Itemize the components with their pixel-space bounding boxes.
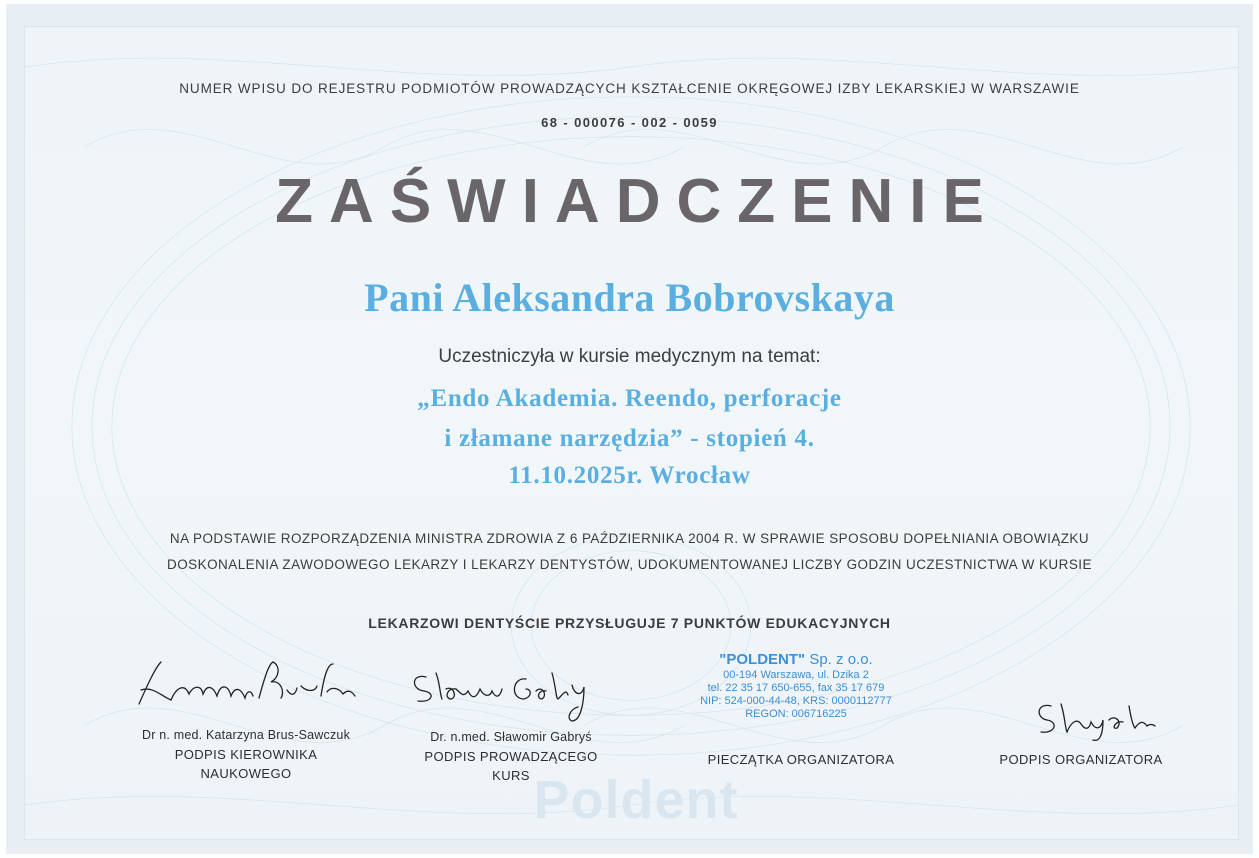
- signatory-role: PODPIS ORGANIZATORA: [999, 752, 1163, 767]
- stamp-line: 00-194 Warszawa, ul. Dzika 2: [723, 669, 869, 681]
- signature-course-lecturer: [406, 659, 606, 729]
- recipient-name: Pani Aleksandra Bobrovskaya: [364, 275, 895, 320]
- stamp-line: NIP: 524-000-44-48, KRS: 0000112777: [700, 695, 892, 707]
- signatory-role: KURS: [492, 768, 530, 783]
- signatory-role: NAUKOWEGO: [200, 766, 292, 781]
- education-points: LEKARZOWI DENTYŚCIE PRZYSŁUGUJE 7 PUNKTÓW EDUKACYJNYCH: [368, 615, 891, 631]
- signatory-role: PIECZĄTKA ORGANIZATORA: [707, 752, 895, 767]
- registry-number: 68 - 000076 - 002 - 0059: [541, 115, 718, 130]
- organizer-stamp: [666, 651, 926, 721]
- poldent-logo-watermark: Poldent: [533, 770, 739, 830]
- signature-block-course-lecturer: [396, 728, 626, 785]
- participation-text: Uczestniczyła w kursie medycznym na temat:: [438, 346, 821, 367]
- certificate-sheet: [6, 4, 1253, 854]
- signatory-role: PODPIS PROWADZĄCEGO: [424, 749, 598, 764]
- signature-block-organizer-stamp: [686, 750, 916, 769]
- signature-block-organizer: [976, 750, 1186, 769]
- signature-scientific-director: [131, 656, 361, 716]
- signatory-role: PODPIS KIEROWNIKA: [174, 747, 318, 762]
- certificate-title: ZAŚWIADCZENIE: [275, 167, 1000, 236]
- stamp-line: REGON: 006716225: [745, 708, 847, 720]
- course-date-location: 11.10.2025r. Wrocław: [508, 462, 751, 489]
- course-topic-line: „Endo Akademia. Reendo, perforacje: [417, 385, 842, 412]
- signature-block-scientific-director: [116, 726, 376, 783]
- signatory-name: Dr. n.med. Sławomir Gabryś: [430, 730, 592, 744]
- stamp-company: "POLDENT" Sp. z o.o.: [719, 651, 873, 668]
- stamp-line: tel. 22 35 17 650-655, fax 35 17 679: [707, 682, 885, 694]
- registry-header: NUMER WPISU DO REJESTRU PODMIOTÓW PROWADZĄCYCH KSZTAŁCENIE OKRĘGOWEJ IZBY LEKARSKIEJ W WARSZAWIE: [179, 81, 1080, 96]
- course-topic-line: i złamane narzędzia” - stopień 4.: [444, 425, 815, 452]
- signature-organizer: [1031, 694, 1161, 744]
- signatory-name: Dr n. med. Katarzyna Brus-Sawczuk: [141, 728, 351, 742]
- legal-basis-line: NA PODSTAWIE ROZPORZĄDZENIA MINISTRA ZDROWIA Z 6 PAŹDZIERNIKA 2004 R. W SPRAWIE SPOSOBU DOPEŁNIANIA OBOWIĄZKU: [169, 531, 1090, 546]
- legal-basis-line: DOSKONALENIA ZAWODOWEGO LEKARZY I LEKARZY DENTYSTÓW, UDOKUMENTOWANEJ LICZBY GODZIN UCZESTNICTWA W KURSIE: [167, 557, 1092, 572]
